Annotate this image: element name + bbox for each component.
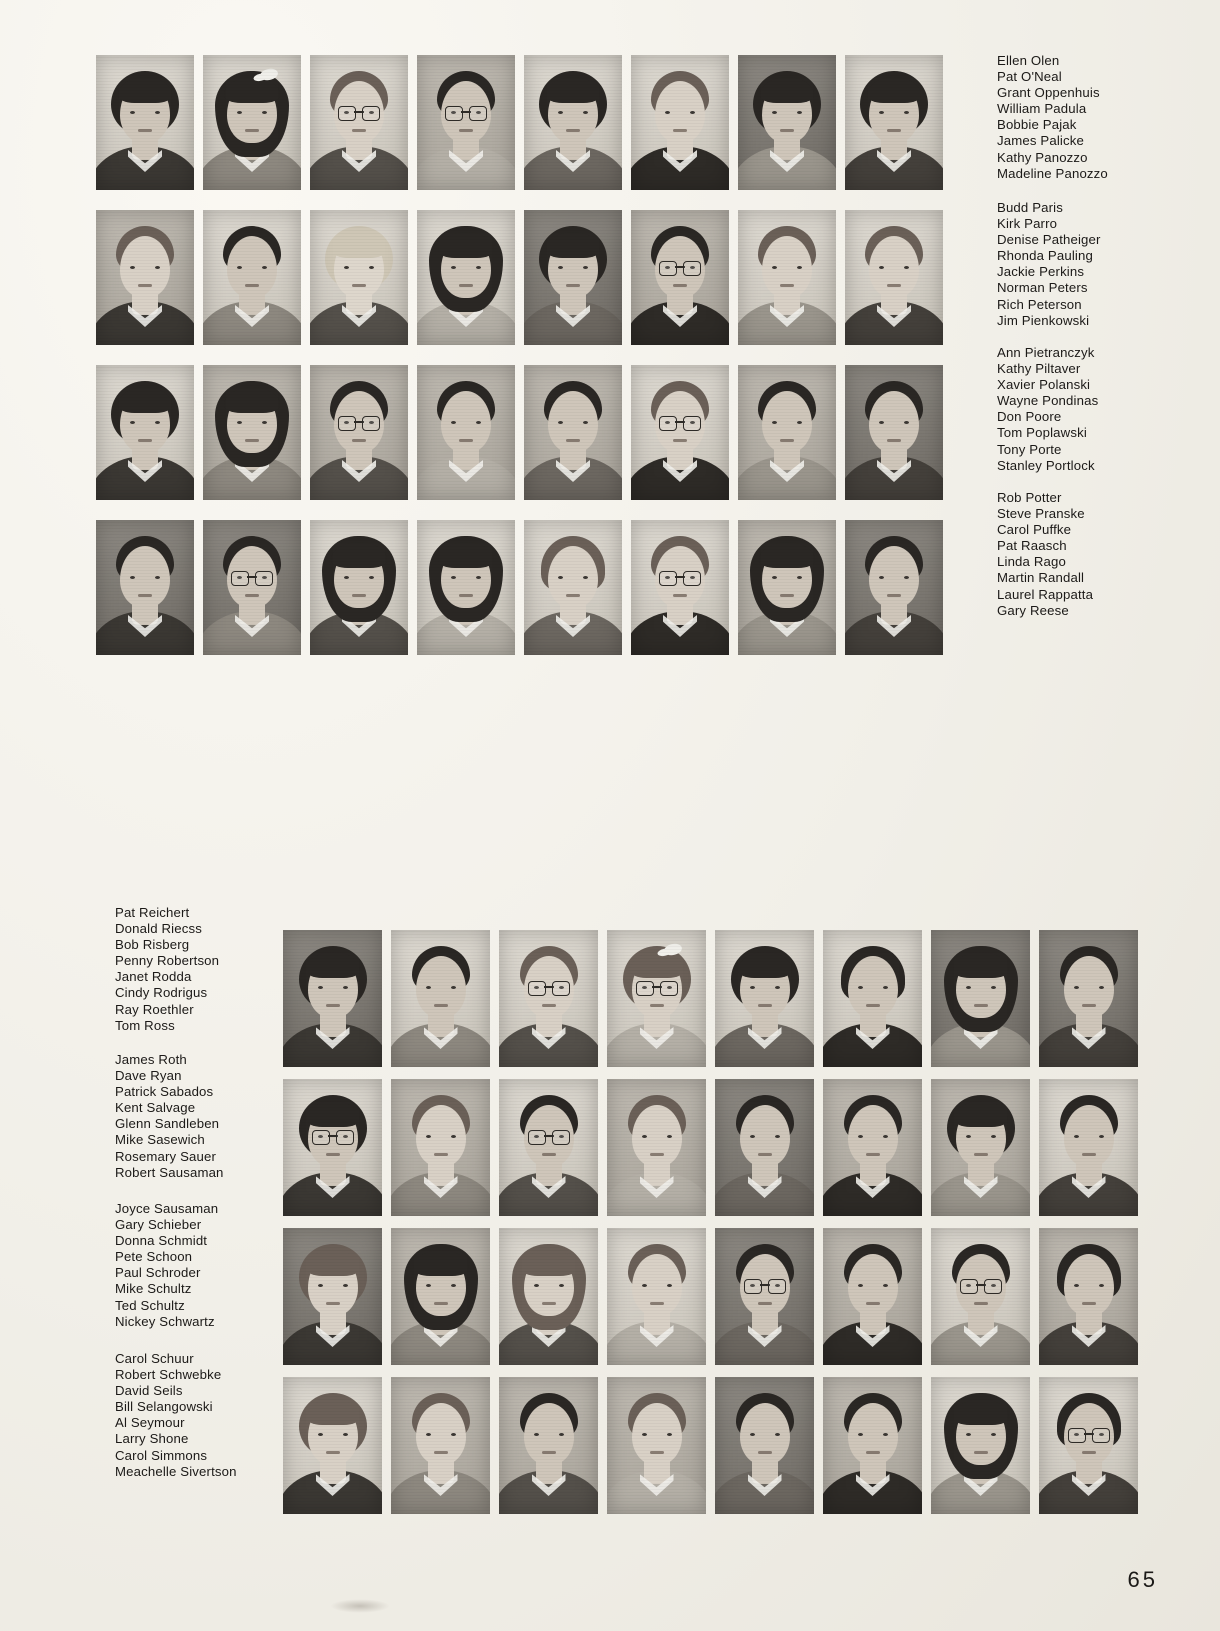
eyeglasses-icon: [659, 571, 701, 585]
student-portrait: [738, 520, 836, 655]
student-name: Madeline Panozzo: [997, 165, 1108, 181]
student-name: Rhonda Pauling: [997, 248, 1093, 264]
student-portrait: [931, 1377, 1030, 1514]
student-name: Jackie Perkins: [997, 264, 1085, 280]
student-name: Penny Robertson: [115, 953, 220, 969]
eyeglasses-icon: [960, 1279, 1002, 1293]
student-portrait: [391, 930, 490, 1067]
student-portrait: [631, 55, 729, 190]
student-portrait: [96, 210, 194, 345]
student-portrait: [631, 210, 729, 345]
student-portrait: [283, 930, 382, 1067]
student-portrait: [203, 365, 301, 500]
student-name: Al Seymour: [115, 1415, 185, 1431]
student-name: Rob Potter: [997, 490, 1062, 505]
student-portrait: [283, 1079, 382, 1216]
student-name: Stanley Portlock: [997, 457, 1095, 473]
student-portrait: [1039, 1377, 1138, 1514]
student-name: Glenn Sandleben: [115, 1116, 220, 1132]
student-name: Dave Ryan: [115, 1068, 182, 1084]
name-list-top-2: [997, 200, 1101, 329]
eyeglasses-icon: [231, 571, 273, 585]
student-portrait: [715, 1377, 814, 1514]
student-name: Budd Paris: [997, 200, 1064, 215]
student-portrait: [931, 930, 1030, 1067]
student-name: Don Poore: [997, 409, 1062, 425]
student-name: Carol Schuur: [115, 1351, 194, 1366]
student-portrait: [1039, 930, 1138, 1067]
student-portrait: [931, 1079, 1030, 1216]
student-portrait: [310, 210, 408, 345]
student-name: Tom Poplawski: [997, 425, 1087, 441]
student-portrait: [499, 1377, 598, 1514]
student-name: Mike Sasewich: [115, 1132, 205, 1148]
student-portrait: [310, 55, 408, 190]
student-name: Bob Risberg: [115, 937, 190, 953]
student-portrait: [524, 520, 622, 655]
student-name: Pete Schoon: [115, 1249, 193, 1265]
student-portrait: [499, 1079, 598, 1216]
eyeglasses-icon: [744, 1279, 786, 1293]
name-list-bottom-3: [115, 1201, 218, 1330]
eyeglasses-icon: [1068, 1428, 1110, 1442]
student-portrait: [845, 365, 943, 500]
name-list-bottom-1: [115, 905, 219, 1034]
student-name: Norman Peters: [997, 280, 1088, 296]
student-portrait: [823, 1079, 922, 1216]
student-portrait: [283, 1377, 382, 1514]
student-name: Donald Riecss: [115, 921, 202, 937]
student-portrait: [845, 210, 943, 345]
eyeglasses-icon: [445, 106, 487, 120]
portrait-grid-top: [96, 55, 952, 657]
student-portrait: [715, 930, 814, 1067]
student-portrait: [631, 365, 729, 500]
student-name: James Roth: [115, 1052, 187, 1067]
student-portrait: [823, 1377, 922, 1514]
student-portrait: [845, 520, 943, 655]
student-name: Linda Rago: [997, 554, 1066, 570]
student-name: Nickey Schwartz: [115, 1313, 215, 1329]
student-name: Carol Simmons: [115, 1447, 208, 1463]
student-name: Laurel Rappatta: [997, 586, 1094, 602]
student-portrait: [524, 210, 622, 345]
student-portrait: [524, 365, 622, 500]
student-portrait: [391, 1377, 490, 1514]
eyeglasses-icon: [312, 1130, 354, 1144]
name-list-top-1: [997, 53, 1108, 182]
eyeglasses-icon: [528, 981, 570, 995]
eyeglasses-icon: [659, 261, 701, 275]
student-name: Martin Randall: [997, 570, 1085, 586]
student-name: David Seils: [115, 1383, 183, 1399]
student-name: Denise Patheiger: [997, 232, 1101, 248]
student-portrait: [931, 1228, 1030, 1365]
student-name: Tony Porte: [997, 441, 1062, 457]
student-name: Jim Pienkowski: [997, 312, 1090, 328]
name-list-bottom-4: [115, 1351, 237, 1480]
student-portrait: [391, 1228, 490, 1365]
student-name: Donna Schmidt: [115, 1233, 208, 1249]
student-name: Janet Rodda: [115, 969, 192, 985]
student-portrait: [203, 55, 301, 190]
student-portrait: [1039, 1228, 1138, 1365]
student-name: Mike Schultz: [115, 1281, 192, 1297]
student-name: Meachelle Sivertson: [115, 1463, 237, 1479]
eyeglasses-icon: [528, 1130, 570, 1144]
student-portrait: [310, 520, 408, 655]
name-list-top-3: [997, 345, 1098, 474]
student-name: Carol Puffke: [997, 522, 1072, 538]
student-name: Steve Pranske: [997, 506, 1085, 522]
student-portrait: [715, 1228, 814, 1365]
student-name: Rich Peterson: [997, 296, 1082, 312]
student-name: Tom Ross: [115, 1017, 175, 1033]
student-name: Paul Schroder: [115, 1265, 201, 1281]
student-name: Kathy Panozzo: [997, 149, 1088, 165]
student-portrait: [738, 210, 836, 345]
student-name: Robert Sausaman: [115, 1164, 224, 1180]
student-name: Pat O'Neal: [997, 69, 1062, 85]
eyeglasses-icon: [636, 981, 678, 995]
eyeglasses-icon: [659, 416, 701, 430]
student-name: Ellen Olen: [997, 53, 1060, 68]
student-name: Ray Roethler: [115, 1001, 194, 1017]
student-name: Xavier Polanski: [997, 377, 1091, 393]
student-name: Kent Salvage: [115, 1100, 196, 1116]
student-portrait: [417, 365, 515, 500]
page-number: 65: [1127, 1567, 1158, 1592]
student-name: Kirk Parro: [997, 216, 1058, 232]
paper-smudge: [330, 1599, 390, 1613]
student-portrait: [203, 520, 301, 655]
student-portrait: [607, 1228, 706, 1365]
student-portrait: [310, 365, 408, 500]
student-portrait: [499, 930, 598, 1067]
student-portrait: [607, 1079, 706, 1216]
student-name: Joyce Sausaman: [115, 1201, 219, 1216]
portrait-grid-bottom: [283, 930, 1147, 1516]
student-name: Larry Shone: [115, 1431, 189, 1447]
student-portrait: [96, 520, 194, 655]
student-name: Wayne Pondinas: [997, 393, 1099, 409]
student-name: Gary Schieber: [115, 1217, 202, 1233]
student-name: James Palicke: [997, 133, 1084, 149]
student-name: Pat Raasch: [997, 538, 1067, 554]
student-name: Cindy Rodrigus: [115, 985, 208, 1001]
student-portrait: [607, 1377, 706, 1514]
eyeglasses-icon: [338, 416, 380, 430]
student-portrait: [738, 55, 836, 190]
student-portrait: [499, 1228, 598, 1365]
student-name: Kathy Piltaver: [997, 361, 1081, 377]
student-portrait: [524, 55, 622, 190]
student-portrait: [96, 55, 194, 190]
student-name: Bobbie Pajak: [997, 117, 1077, 133]
student-name: Rosemary Sauer: [115, 1148, 217, 1164]
student-name: William Padula: [997, 101, 1087, 117]
student-portrait: [417, 55, 515, 190]
student-portrait: [417, 210, 515, 345]
student-name: Gary Reese: [997, 602, 1069, 618]
student-name: Bill Selangowski: [115, 1399, 213, 1415]
student-portrait: [283, 1228, 382, 1365]
eyeglasses-icon: [338, 106, 380, 120]
student-portrait: [607, 930, 706, 1067]
student-name: Ted Schultz: [115, 1297, 185, 1313]
student-name: Ann Pietranczyk: [997, 345, 1095, 360]
student-portrait: [823, 1228, 922, 1365]
student-name: Pat Reichert: [115, 905, 190, 920]
student-name: Grant Oppenhuis: [997, 85, 1100, 101]
student-portrait: [845, 55, 943, 190]
student-portrait: [715, 1079, 814, 1216]
student-portrait: [631, 520, 729, 655]
name-list-top-4: [997, 490, 1093, 619]
student-portrait: [417, 520, 515, 655]
student-portrait: [96, 365, 194, 500]
student-portrait: [1039, 1079, 1138, 1216]
student-portrait: [738, 365, 836, 500]
student-portrait: [391, 1079, 490, 1216]
student-portrait: [203, 210, 301, 345]
student-name: Patrick Sabados: [115, 1084, 214, 1100]
student-name: Robert Schwebke: [115, 1367, 222, 1383]
name-list-bottom-2: [115, 1052, 224, 1181]
student-portrait: [823, 930, 922, 1067]
